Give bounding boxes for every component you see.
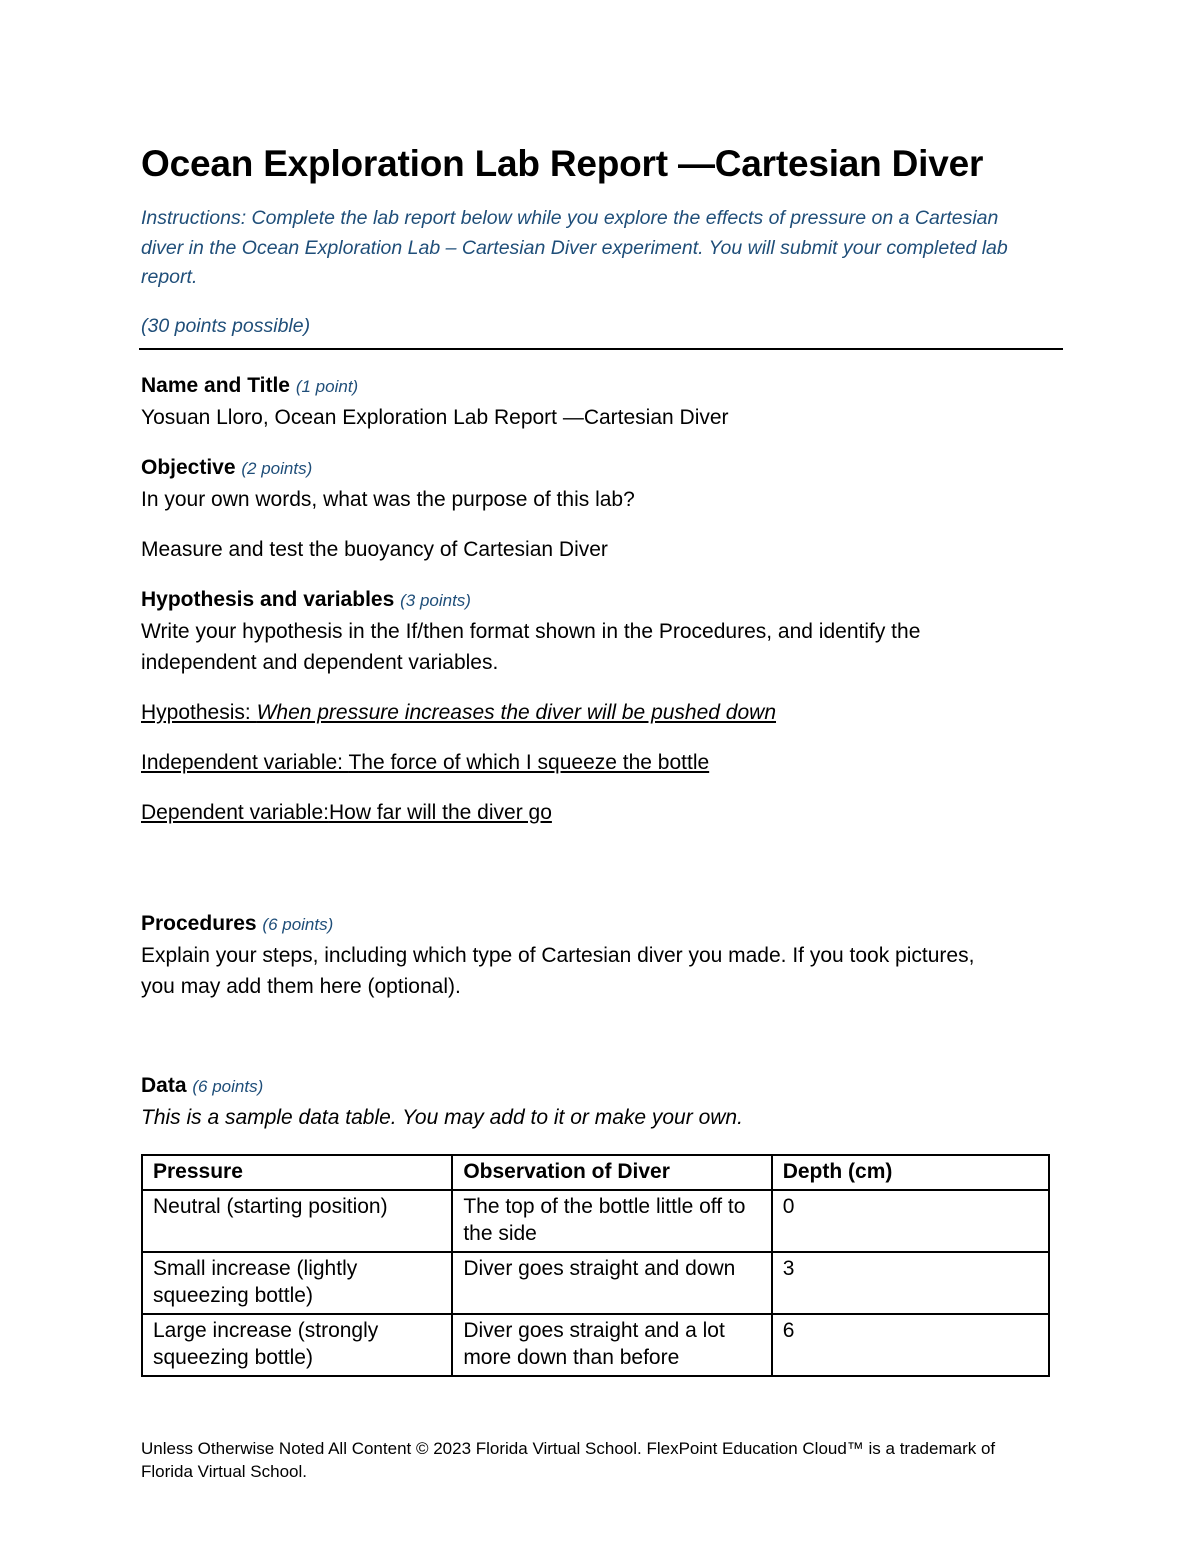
objective-prompt: In your own words, what was the purpose of this lab? [141,487,635,511]
independent-answer: The force of which I squeeze the bottle [348,750,710,774]
table-header-depth: Depth (cm) [772,1155,1049,1190]
dependent-label: Dependent variable: [141,800,329,824]
data-section [141,1071,1063,1377]
lab-report-page [141,140,1063,1377]
hypothesis-points: (3 points) [400,590,471,610]
table-cell-pressure: Neutral (starting position) [142,1190,452,1252]
table-row [142,1314,1049,1376]
hypothesis-label: Hypothesis: [141,700,257,724]
name-answer: Yosuan Lloro, Ocean Exploration Lab Report —Cartesian Diver [141,405,729,429]
objective-answer: Measure and test the buoyancy of Cartesian Diver [141,537,608,561]
copyright-footer: Unless Otherwise Noted All Content © 2023 Florida Virtual School. FlexPoint Education Cloud™ is a trademark of Florida Virtual School. [141,1439,996,1481]
instructions-text: Instructions: Complete the lab report below while you explore the effects of pressure on a Cartesian diver in the Ocean Exploration Lab – Cartesian Diver experiment. You will submit your completed lab report. [141,207,1008,288]
page-title: Ocean Exploration Lab Report —Cartesian Diver [141,143,984,184]
hypothesis-line [141,697,1063,728]
independent-variable-line [141,747,1063,778]
name-points: (1 point) [295,376,359,396]
procedures-section [141,909,1063,1002]
table-cell-observation: The top of the bottle little off to the side [452,1190,771,1252]
hypothesis-section [141,585,1063,828]
name-heading: Name and Title [141,373,290,397]
hypothesis-prompt: Write your hypothesis in the If/then format shown in the Procedures, and identify the independent and dependent variables. [141,619,921,674]
table-cell-pressure: Large increase (strongly squeezing bottle) [142,1314,452,1376]
procedures-points: (6 points) [262,914,334,934]
hypothesis-heading: Hypothesis and variables [141,587,395,611]
objective-section [141,453,1063,565]
table-cell-depth: 6 [772,1314,1049,1376]
table-header-observation: Observation of Diver [452,1155,771,1190]
table-header-row [142,1155,1049,1190]
data-heading: Data [141,1073,187,1097]
table-cell-depth: 3 [772,1252,1049,1314]
table-cell-observation: Diver goes straight and down [452,1252,771,1314]
header-divider [139,348,1063,350]
objective-points: (2 points) [241,458,313,478]
data-prompt: This is a sample data table. You may add to it or make your own. [141,1105,743,1129]
table-cell-depth: 0 [772,1190,1049,1252]
procedures-heading: Procedures [141,911,257,935]
name-section [141,371,1063,433]
data-points: (6 points) [192,1076,264,1096]
data-table [141,1154,1050,1377]
procedures-prompt: Explain your steps, including which type of Cartesian diver you made. If you took pictures, you may add them here (optional). [141,943,975,998]
objective-heading: Objective [141,455,236,479]
independent-label: Independent variable: [141,750,349,774]
table-cell-pressure: Small increase (lightly squeezing bottle) [142,1252,452,1314]
table-row [142,1252,1049,1314]
dependent-answer: How far will the diver go [328,800,552,824]
points-possible-text: (30 points possible) [141,314,311,337]
table-row [142,1190,1049,1252]
dependent-variable-line [141,797,1063,828]
hypothesis-answer: When pressure increases the diver will be pushed down [256,700,777,724]
table-cell-observation: Diver goes straight and a lot more down than before [452,1314,771,1376]
table-header-pressure: Pressure [142,1155,452,1190]
